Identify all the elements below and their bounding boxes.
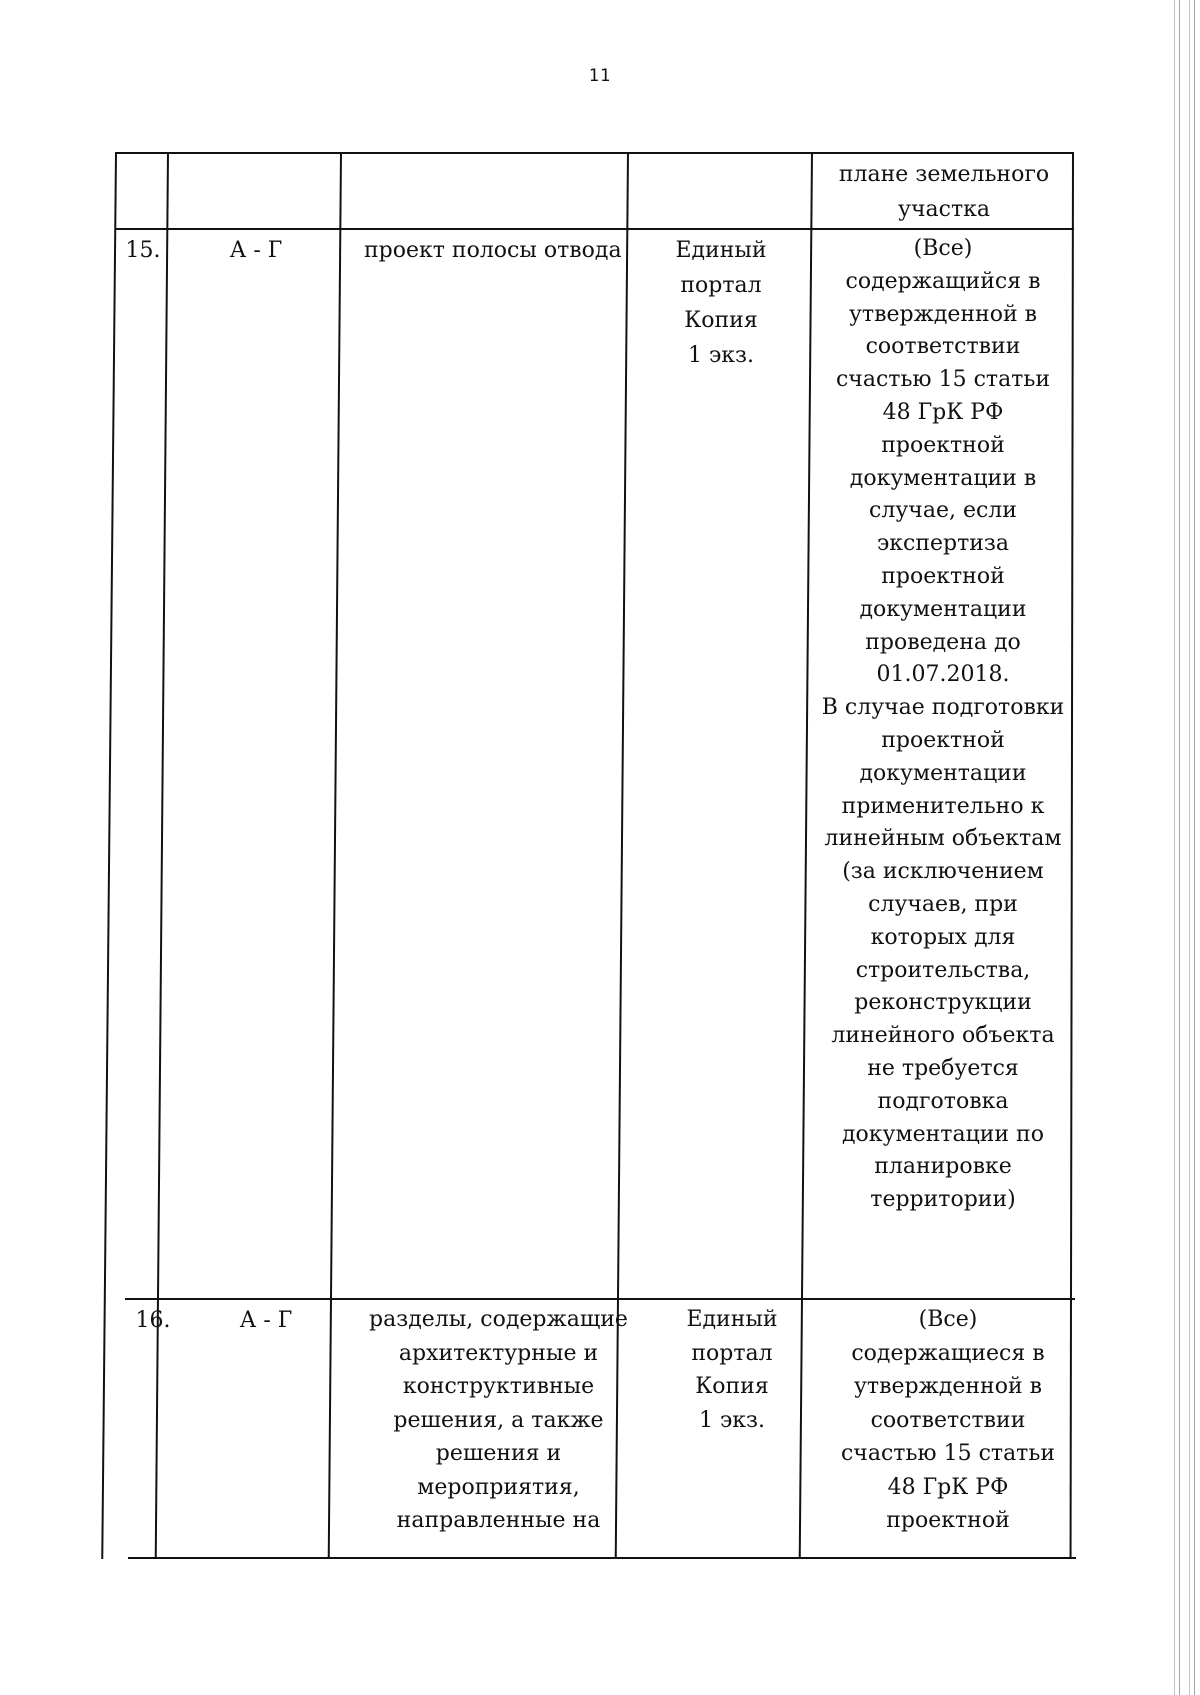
page-number: 11: [588, 66, 612, 86]
table-bottom-border: [128, 1557, 1076, 1559]
row-15-document: проект полосы отвода: [364, 238, 622, 263]
row-15-category: А - Г: [229, 238, 283, 263]
col-divider-1: [155, 152, 169, 1559]
scan-edge-strip: [1170, 0, 1200, 1695]
row-16-number: 16.: [135, 1308, 171, 1333]
row-16-form: Единый портал Копия 1 экз.: [686, 1307, 778, 1433]
row-16-note: (Все) содержащиеся в утвержденной в соответствии счастью 15 статьи 48 ГрК РФ проектной: [840, 1307, 1055, 1533]
row-15-form: Единый портал Копия 1 экз.: [675, 238, 767, 368]
row-15-number: 15.: [125, 238, 161, 263]
continuation-note-cell: плане земельного участка: [838, 162, 1050, 222]
row-16-document: разделы, содержащие архитектурные и конструктивные решения, а также решения и мероприятия, направленные на: [369, 1307, 628, 1533]
table-top-border: [115, 152, 1073, 154]
row-separator-16: [125, 1298, 1075, 1300]
table-left-border: [101, 152, 117, 1559]
col-divider-2: [328, 152, 342, 1559]
row-15-note: (Все) содержащийся в утвержденной в соответствии счастью 15 статьи 48 ГрК РФ проектной документации в случае, если экспертиза проектной документации проведена до 01.07.2018. В случае подготовки проектной документации применительно к линейным объектам (за исключением случаев, при которых для строительства, реконструкции линейного объекта не требуется подготовка документации по планировке территории): [821, 236, 1065, 1213]
row-16-category: А - Г: [239, 1308, 293, 1333]
row-separator-15: [115, 228, 1074, 230]
